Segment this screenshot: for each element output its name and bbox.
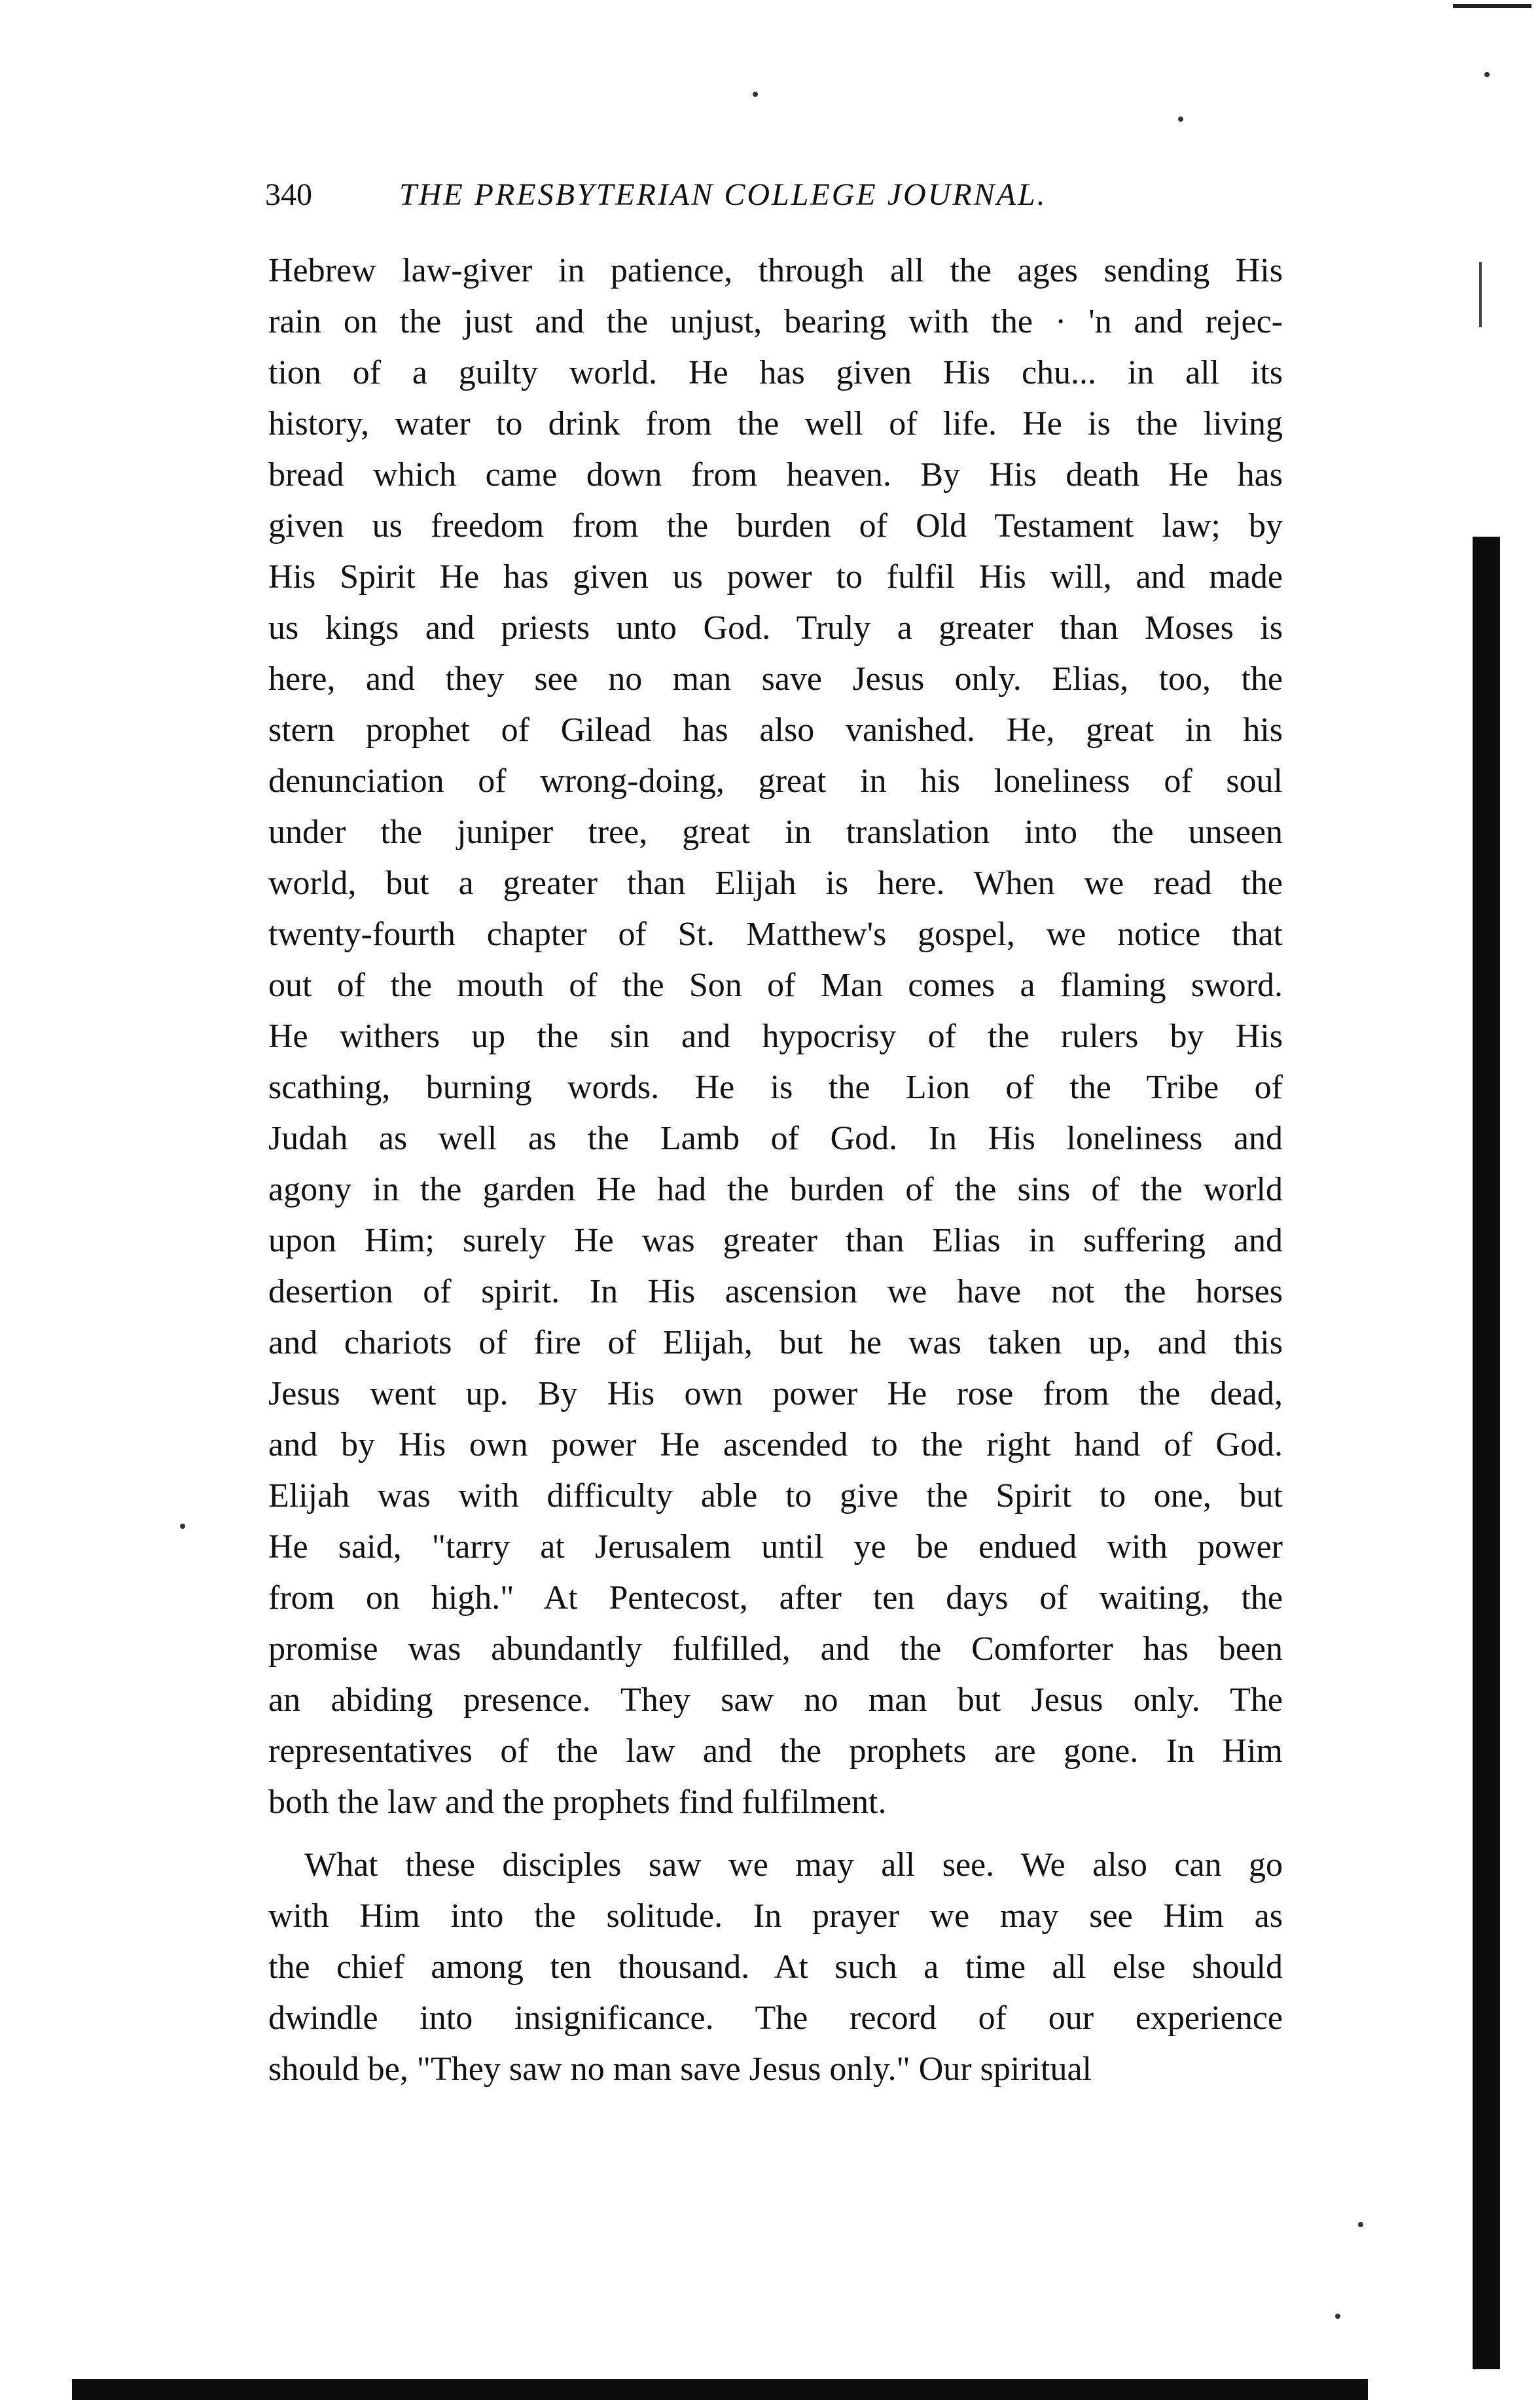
bottom-edge-shadow <box>72 2379 1368 2400</box>
text-line: Hebrew law-giver in patience, through all the ages sending His <box>268 252 1283 289</box>
text-line: scathing, burning words. He is the Lion of the Tribe of <box>268 1069 1283 1106</box>
text-line: He withers up the sin and hypocrisy of the rulers by His <box>268 1018 1283 1055</box>
scan-speck <box>1335 2314 1340 2319</box>
text-line: twenty-fourth chapter of St. Matthew's gospel, we notice that <box>268 916 1283 953</box>
scan-speck <box>1484 72 1490 77</box>
binding-edge-shadow <box>1473 537 1500 2369</box>
running-head: THE PRESBYTERIAN COLLEGE JOURNAL. <box>399 177 1047 212</box>
scan-speck <box>180 1524 185 1529</box>
text-line: given us freedom from the burden of Old Testament law; by <box>268 507 1283 545</box>
text-line: He said, "tarry at Jerusalem until ye be endued with power <box>268 1528 1283 1566</box>
text-line: here, and they see no man save Jesus only. Elias, too, the <box>268 660 1283 698</box>
text-line: dwindle into insignificance. The record of our experience <box>268 1999 1283 2037</box>
margin-tick-mark <box>1479 262 1482 327</box>
text-line: What these disciples saw we may all see. We also can go <box>304 1846 1283 1884</box>
text-line: agony in the garden He had the burden of the sins of the world <box>268 1171 1283 1208</box>
scan-speck <box>1178 116 1183 122</box>
text-line: the chief among ten thousand. At such a time all else should <box>268 1948 1283 1986</box>
scan-speck <box>1358 2222 1363 2227</box>
text-line: desertion of spirit. In His ascension we have not the horses <box>268 1273 1283 1310</box>
text-line: tion of a guilty world. He has given His chu... in all its <box>268 354 1283 391</box>
scan-speck <box>753 92 758 97</box>
text-line: Jesus went up. By His own power He rose from the dead, <box>268 1375 1283 1412</box>
text-line: with Him into the solitude. In prayer we may see Him as <box>268 1897 1283 1935</box>
text-line: His Spirit He has given us power to fulfil His will, and made <box>268 558 1283 596</box>
text-line: should be, "They saw no man save Jesus only." Our spiritual <box>268 2051 1092 2088</box>
text-line: under the juniper tree, great in translation into the unseen <box>268 814 1283 851</box>
paragraph-gap <box>268 1828 1283 1840</box>
text-line: rain on the just and the unjust, bearing with the · 'n and rejec- <box>268 303 1283 340</box>
text-line: from on high." At Pentecost, after ten days of waiting, the <box>268 1579 1283 1617</box>
text-line: upon Him; surely He was greater than Elias in suffering and <box>268 1222 1283 1259</box>
text-line: promise was abundantly fulfilled, and the Comforter has been <box>268 1630 1283 1668</box>
text-line: bread which came down from heaven. By His death He has <box>268 456 1283 493</box>
text-line: both the law and the prophets find fulfilment. <box>268 1783 887 1821</box>
text-line: representatives of the law and the prophets are gone. In Him <box>268 1732 1283 1770</box>
text-line: history, water to drink from the well of life. He is the living <box>268 405 1283 442</box>
text-line: stern prophet of Gilead has also vanished. He, great in his <box>268 711 1283 749</box>
text-line: an abiding presence. They saw no man but Jesus only. The <box>268 1681 1283 1719</box>
page-number: 340 <box>265 177 312 212</box>
text-line: Elijah was with difficulty able to give the Spirit to one, but <box>268 1477 1283 1514</box>
text-line: us kings and priests unto God. Truly a greater than Moses is <box>268 609 1283 647</box>
page-header <box>265 175 1286 221</box>
text-line: Judah as well as the Lamb of God. In His loneliness and <box>268 1120 1283 1157</box>
text-line: world, but a greater than Elijah is here. When we read the <box>268 865 1283 902</box>
text-line: and chariots of fire of Elijah, but he was taken up, and this <box>268 1324 1283 1361</box>
body-text <box>268 245 1283 2095</box>
text-line: out of the mouth of the Son of Man comes a flaming sword. <box>268 967 1283 1004</box>
scan-edge-mark <box>1453 4 1531 8</box>
text-line: and by His own power He ascended to the right hand of God. <box>268 1426 1283 1463</box>
text-line: denunciation of wrong-doing, great in his loneliness of soul <box>268 762 1283 800</box>
